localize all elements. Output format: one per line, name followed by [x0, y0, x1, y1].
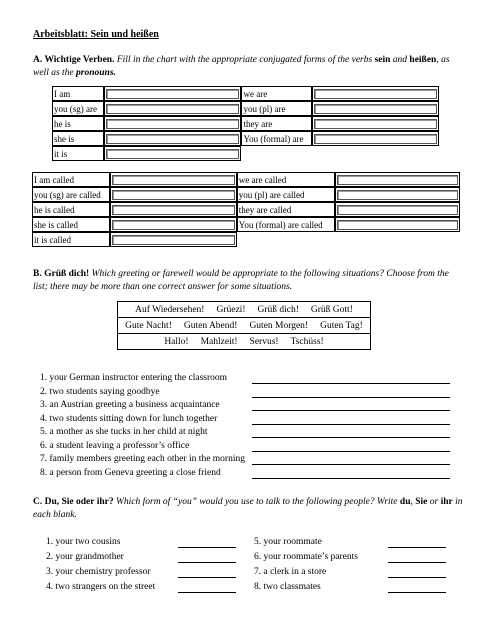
c-item: 6. your roommate’s parents	[254, 552, 358, 562]
heissen-row	[32, 217, 460, 232]
situation-item: 5. a mother as she tucks in her child at night	[40, 427, 208, 437]
answer-blank[interactable]	[337, 220, 458, 230]
answer-line[interactable]	[388, 577, 446, 578]
answer-cell[interactable]	[110, 172, 237, 187]
answer-line[interactable]	[252, 397, 450, 398]
answer-cell[interactable]	[110, 232, 237, 247]
answer-line[interactable]	[388, 547, 446, 548]
greetings-row	[118, 302, 370, 317]
section-b-text: Which greeting or farewell would be appropriate to the following situations? Choose from the list; there may be more than one correct answer for some situations.	[33, 269, 449, 292]
pronoun-cell: he is	[52, 116, 104, 131]
greeting-option: Grüß dich!	[257, 304, 299, 315]
pronoun-cell: I am called	[32, 172, 110, 187]
greeting-option: Guten Abend!	[183, 320, 238, 331]
answer-cell[interactable]	[104, 86, 241, 101]
answer-cell[interactable]	[110, 187, 237, 202]
pronoun-cell	[241, 146, 312, 161]
greeting-option: Tschüss!	[290, 336, 324, 347]
answer-line[interactable]	[178, 562, 236, 563]
sein-row	[52, 131, 439, 146]
answer-cell[interactable]	[312, 131, 439, 146]
situation-item: 3. an Austrian greeting a business acquaintance	[40, 400, 220, 410]
word-du: du	[399, 497, 411, 507]
answer-blank[interactable]	[106, 149, 239, 159]
answer-cell[interactable]	[104, 131, 241, 146]
pronouns-word: pronouns.	[76, 68, 116, 78]
answer-blank[interactable]	[314, 89, 437, 99]
c-item: 2. your grandmother	[46, 552, 124, 562]
answer-cell[interactable]	[312, 116, 439, 131]
answer-cell[interactable]	[110, 202, 237, 217]
answer-cell[interactable]	[110, 217, 237, 232]
c-item: 4. two strangers on the street	[46, 582, 156, 592]
pronoun-cell: it is	[52, 146, 104, 161]
pronoun-cell: they are called	[237, 202, 335, 217]
pronoun-cell: they are	[241, 116, 312, 131]
greeting-option: Auf Wiedersehen!	[135, 304, 205, 315]
situation-item: 4. two students sitting down for lunch together	[40, 413, 218, 424]
pronoun-cell	[237, 232, 335, 247]
pronoun-cell: we are	[241, 86, 312, 101]
greeting-option: Servus!	[249, 336, 279, 347]
answer-cell[interactable]	[312, 101, 439, 116]
answer-blank[interactable]	[106, 104, 239, 114]
pronoun-cell: I am	[52, 86, 104, 101]
sein-row	[52, 101, 439, 116]
pronoun-cell: he is called	[32, 202, 110, 217]
situation-item: 2. two students saying goodbye	[40, 386, 160, 397]
answer-line[interactable]	[178, 547, 236, 548]
answer-line[interactable]	[252, 410, 450, 411]
answer-line[interactable]	[178, 577, 236, 578]
answer-line[interactable]	[388, 592, 446, 593]
greeting-option: Mahlzeit!	[200, 336, 238, 347]
c-item: 8. two classmates	[254, 582, 321, 592]
and-word: and	[392, 55, 408, 65]
answer-cell[interactable]	[104, 116, 241, 131]
comma: ,	[410, 497, 413, 507]
sein-row	[52, 116, 439, 131]
greeting-option: Hallo!	[164, 336, 189, 347]
section-c-text-end: in each blank.	[33, 497, 463, 520]
page-title: Arbeitsblatt: Sein und heißen	[33, 29, 159, 40]
situation-item: 1. your German instructor entering the classroom	[40, 373, 228, 383]
word-ihr: ihr	[440, 497, 453, 507]
answer-blank[interactable]	[314, 134, 437, 144]
situation-item: 8. a person from Geneva greeting a close friend	[40, 467, 221, 478]
answer-blank[interactable]	[337, 205, 458, 215]
answer-blank[interactable]	[112, 205, 235, 215]
situation-item: 6. a student leaving a professor’s office	[40, 440, 190, 451]
answer-line[interactable]	[252, 437, 450, 438]
pronoun-cell: you (sg) are called	[32, 187, 110, 202]
heissen-row	[32, 232, 460, 247]
answer-cell[interactable]	[104, 146, 241, 161]
c-item: 3. your chemistry professor	[46, 567, 151, 577]
heissen-row	[32, 187, 460, 202]
section-a-text: Fill in the chart with the appropriate conjugated forms of the verbs	[116, 55, 373, 65]
answer-blank[interactable]	[106, 89, 239, 99]
section-a-instructions	[33, 54, 465, 80]
answer-line[interactable]	[252, 478, 450, 479]
answer-cell[interactable]	[335, 217, 460, 232]
heissen-row	[32, 172, 460, 187]
pronoun-cell: it is called	[32, 232, 110, 247]
pronoun-cell: you (pl) are	[241, 101, 312, 116]
section-b-heading: B. Grüß dich!	[33, 269, 90, 279]
greeting-option: Grüezi!	[216, 304, 246, 315]
section-c-heading: C. Du, Sie oder ihr?	[33, 497, 114, 507]
pronoun-cell: You (formal) are called	[237, 217, 335, 232]
pronoun-cell: you (sg) are	[52, 101, 104, 116]
pronoun-cell: she is	[52, 131, 104, 146]
answer-line[interactable]	[252, 451, 450, 452]
answer-blank[interactable]	[112, 220, 235, 230]
greeting-option: Guten Morgen!	[249, 320, 309, 331]
sein-table	[52, 86, 439, 161]
greetings-row	[118, 317, 370, 333]
c-item: 1. your two cousins	[46, 537, 121, 547]
pronoun-cell: you (pl) are called	[237, 187, 335, 202]
answer-blank[interactable]	[106, 119, 239, 129]
answer-line[interactable]	[252, 464, 450, 465]
answer-cell[interactable]	[335, 172, 460, 187]
sein-row	[52, 146, 439, 161]
answer-line[interactable]	[252, 383, 450, 384]
answer-cell	[312, 146, 439, 161]
or-word: or	[429, 497, 439, 507]
section-a-heading: A. Wichtige Verben.	[33, 55, 115, 65]
pronoun-cell: she is called	[32, 217, 110, 232]
pronoun-cell: we are called	[237, 172, 335, 187]
section-b-instructions	[33, 268, 465, 294]
pronoun-cell: You (formal) are	[241, 131, 312, 146]
sein-row	[52, 86, 439, 101]
c-item: 5. your roommate	[254, 537, 322, 547]
answer-blank[interactable]	[106, 134, 239, 144]
answer-cell[interactable]	[335, 202, 460, 217]
section-a-text-mid: , as well as the	[33, 55, 450, 78]
answer-blank[interactable]	[112, 175, 235, 185]
greetings-list	[117, 301, 371, 350]
answer-blank[interactable]	[314, 119, 437, 129]
c-item: 7. a clerk in a store	[254, 567, 327, 577]
answer-blank[interactable]	[337, 190, 458, 200]
answer-cell[interactable]	[312, 86, 439, 101]
answer-blank[interactable]	[314, 104, 437, 114]
answer-line[interactable]	[178, 592, 236, 593]
section-c-instructions	[33, 496, 465, 522]
answer-cell[interactable]	[104, 101, 241, 116]
answer-blank[interactable]	[112, 190, 235, 200]
greeting-option: Grüß Gott!	[310, 304, 353, 315]
answer-cell[interactable]	[335, 187, 460, 202]
section-c-text: Which form of “you” would you use to talk to the following people? Write	[115, 497, 398, 507]
answer-blank[interactable]	[112, 235, 235, 245]
verb-heissen: heißen	[409, 55, 437, 65]
answer-line[interactable]	[388, 562, 446, 563]
answer-line[interactable]	[252, 424, 450, 425]
word-sie: Sie	[415, 497, 428, 507]
greetings-row	[118, 333, 370, 349]
heissen-table	[32, 172, 460, 247]
greeting-option: Gute Nacht!	[125, 320, 172, 331]
situation-item: 7. family members greeting each other in the morning	[40, 454, 245, 464]
greeting-option: Guten Tag!	[320, 320, 363, 331]
answer-blank[interactable]	[337, 175, 458, 185]
heissen-row	[32, 202, 460, 217]
verb-sein: sein	[374, 55, 391, 65]
answer-cell	[335, 232, 460, 247]
